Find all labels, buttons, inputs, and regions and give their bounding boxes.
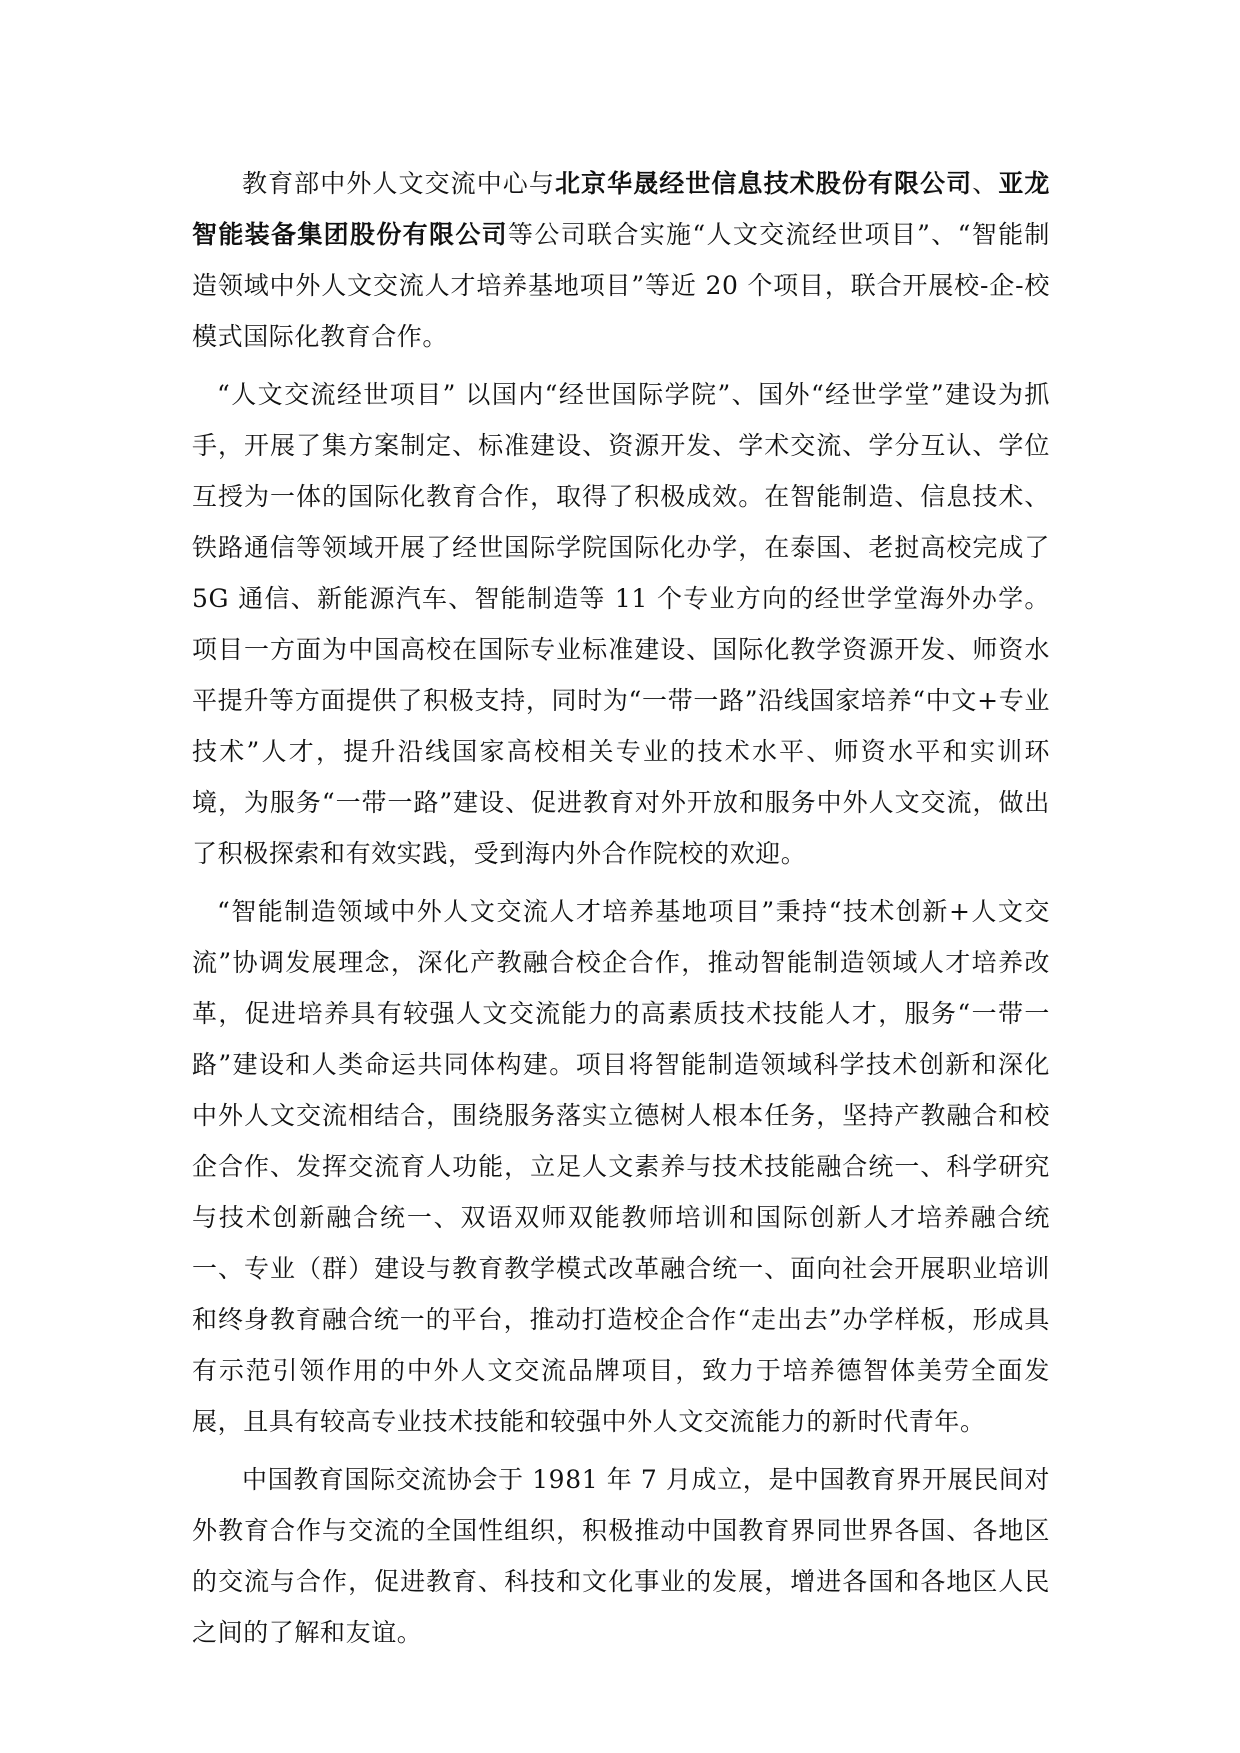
paragraph-intelligent-manufacturing-project <box>192 886 1050 1447</box>
text-segment: “智能制造领域中外人文交流人才培养基地项目”秉持“技术创新+人文交流”协调发展理念，深化产教融合校企合作，推动智能制造领域人才培养改革，促进培养具有较强人文交流能力的高素质技术技能人才，服务“一带一路”建设和人类命运共同体构建。项目将智能制造领域科学技术创新和深化中外人文交流相结合，围绕服务落实立德树人根本任务，坚持产教融合和校企合作、发挥交流育人功能，立足人文素养与技术技能融合统一、科学研究与技术创新融合统一、双语双师双能教师培训和国际创新人才培养融合统一、专业（群）建设与教育教学模式改革融合统一、面向社会开展职业培训和终身教育融合统一的平台，推动打造校企合作“走出去”办学样板，形成具有示范引领作用的中外人文交流品牌项目，致力于培养德智体美劳全面发展，且具有较高专业技术技能和较强中外人文交流能力的新时代青年。 <box>192 897 1050 1436</box>
paragraph-cceia-intro <box>192 1454 1050 1658</box>
text-segment: 、 <box>972 169 999 198</box>
paragraph-partnership-intro <box>192 158 1050 362</box>
text-segment: “人文交流经世项目” 以国内“经世国际学院”、国外“经世学堂”建设为抓手，开展了集方案制定、标准建设、资源开发、学术交流、学分互认、学位互授为一体的国际化教育合作，取得了积极成效。在智能制造、信息技术、铁路通信等领域开展了经世国际学院国际化办学，在泰国、老挝高校完成了 5G 通信、新能源汽车、智能制造等 11 个专业方向的经世学堂海外办学。项目一方面为中国高校在国际专业标准建设、国际化教学资源开发、师资水平提升等方面提供了积极支持，同时为“一带一路”沿线国家培养“中文+专业技术”人才，提升沿线国家高校相关专业的技术水平、师资水平和实训环境，为服务“一带一路”建设、促进教育对外开放和服务中外人文交流，做出了积极探索和有效实践，受到海内外合作院校的欢迎。 <box>192 380 1050 868</box>
document-body <box>192 158 1050 1665</box>
org-name-yalong: 亚龙智能装备集团股份有限公司 <box>192 169 1051 249</box>
text-segment: 教育部中外人文交流中心与 <box>242 169 555 198</box>
text-segment: 等公司联合实施“人文交流经世项目”、“智能制造领域中外人文交流人才培养基地项目”等近 20 个项目，联合开展校-企-校模式国际化教育合作。 <box>192 220 1051 351</box>
paragraph-jingshi-project <box>192 369 1050 879</box>
text-segment: 中国教育国际交流协会于 1981 年 7 月成立，是中国教育界开展民间对外教育合作与交流的全国性组织，积极推动中国教育界同世界各国、各地区的交流与合作，促进教育、科技和文化事业的发展，增进各国和各地区人民之间的了解和友谊。 <box>192 1465 1050 1647</box>
org-name-huasheng: 北京华晟经世信息技术股份有限公司 <box>554 169 973 198</box>
